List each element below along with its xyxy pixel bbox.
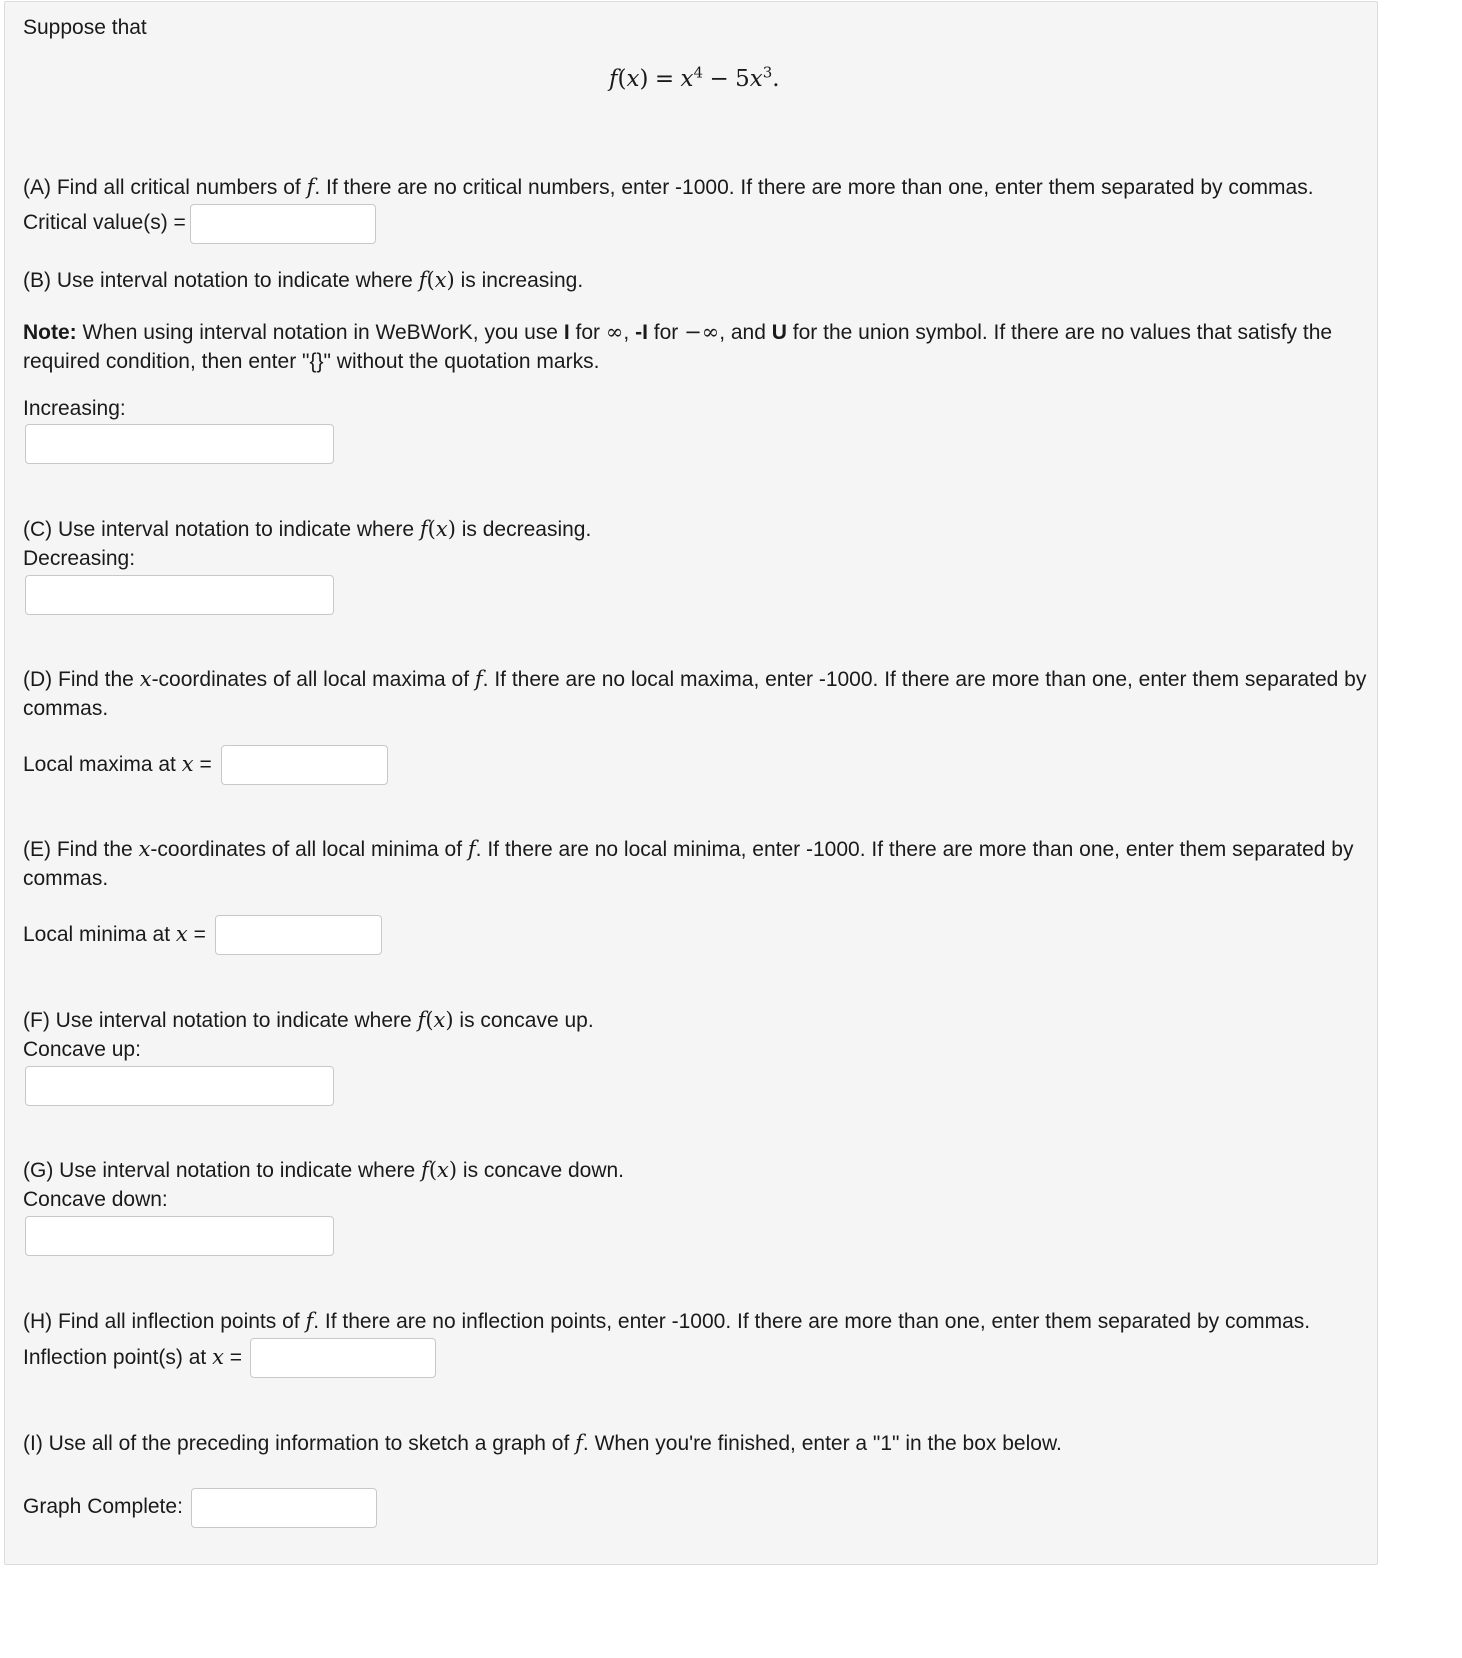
critical-values-input[interactable] bbox=[190, 204, 376, 244]
local-maxima-label: Local maxima at x = bbox=[23, 752, 212, 776]
part-c-question: (C) Use interval notation to indicate where f(x) is decreasing. bbox=[23, 517, 592, 541]
critical-values-label: Critical value(s) = bbox=[23, 211, 186, 234]
increasing-input[interactable] bbox=[25, 424, 334, 464]
part-b-note: Note: When using interval notation in WeBWorK, you use I for ∞, -I for −∞, and U for the union symbol. If there are no values that satisfy the required condition, then enter "{}" without the quotation marks. bbox=[23, 320, 1333, 373]
inflection-points-label: Inflection point(s) at x = bbox=[23, 1345, 243, 1369]
part-g-question: (G) Use interval notation to indicate where f(x) is concave down. bbox=[23, 1158, 625, 1182]
decreasing-label: Decreasing: bbox=[23, 547, 136, 570]
part-e-question: (E) Find the x-coordinates of all local minima of f. If there are no local minima, enter -1000. If there are more than one, enter them separated by commas. bbox=[23, 837, 1354, 890]
local-minima-label: Local minima at x = bbox=[23, 922, 206, 946]
part-f-question: (F) Use interval notation to indicate where f(x) is concave up. bbox=[23, 1008, 594, 1032]
part-d-question: (D) Find the x-coordinates of all local maxima of f. If there are no local maxima, enter -1000. If there are more than one, enter them separated by commas. bbox=[23, 667, 1367, 720]
part-a-question: (A) Find all critical numbers of f. If there are no critical numbers, enter -1000. If there are more than one, enter them separated by commas. bbox=[23, 175, 1314, 199]
part-h-question: (H) Find all inflection points of f. If there are no inflection points, enter -1000. If there are more than one, enter them separated by commas. bbox=[23, 1309, 1311, 1333]
concave-down-label: Concave down: bbox=[23, 1188, 168, 1211]
part-i-question: (I) Use all of the preceding information to sketch a graph of f. When you're finished, enter a "1" in the box below. bbox=[23, 1431, 1062, 1455]
graph-complete-input[interactable] bbox=[191, 1488, 377, 1528]
concave-up-input[interactable] bbox=[25, 1066, 334, 1106]
concave-down-input[interactable] bbox=[25, 1216, 334, 1256]
intro-text: Suppose that bbox=[23, 16, 147, 39]
inflection-points-input[interactable] bbox=[250, 1338, 436, 1378]
local-minima-input[interactable] bbox=[215, 915, 382, 955]
increasing-label: Increasing: bbox=[23, 397, 126, 420]
local-maxima-input[interactable] bbox=[221, 745, 388, 785]
concave-up-label: Concave up: bbox=[23, 1038, 141, 1061]
decreasing-input[interactable] bbox=[25, 575, 334, 615]
function-equation: $f(x) = x^4 - 5x^3$. bbox=[609, 63, 780, 92]
problem-panel bbox=[4, 1, 1378, 1565]
graph-complete-label: Graph Complete: bbox=[23, 1495, 183, 1518]
part-b-question: (B) Use interval notation to indicate where f(x) is increasing. bbox=[23, 268, 584, 292]
